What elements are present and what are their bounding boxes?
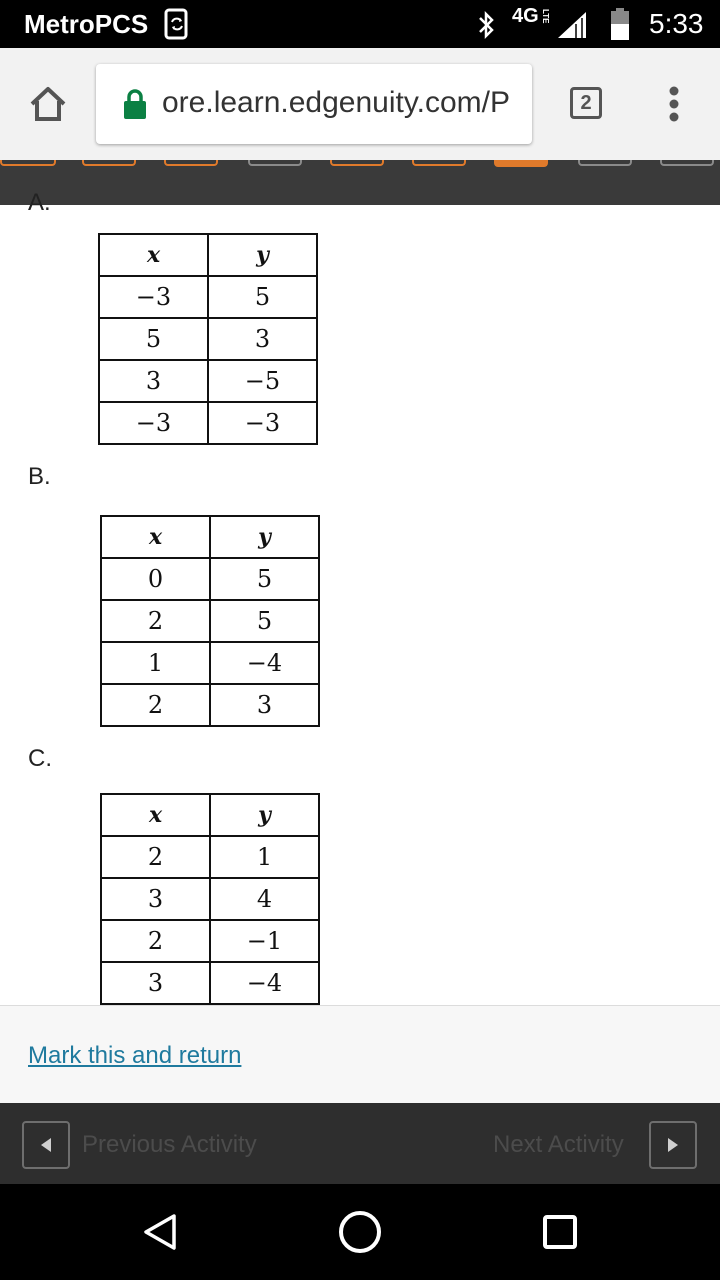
question-tab[interactable] bbox=[578, 160, 632, 166]
table-cell: 2 bbox=[101, 836, 210, 878]
question-tab[interactable] bbox=[660, 160, 714, 166]
table-cell: 3 bbox=[208, 318, 317, 360]
table-cell: −1 bbox=[210, 920, 319, 962]
table-cell: 1 bbox=[210, 836, 319, 878]
option-a-letter: A. bbox=[28, 189, 51, 216]
table-header: x bbox=[101, 794, 210, 836]
chevron-left-icon bbox=[24, 1123, 68, 1167]
table-cell: 0 bbox=[101, 558, 210, 600]
table-row bbox=[99, 318, 317, 360]
battery-icon bbox=[611, 8, 629, 40]
option-b-table[interactable] bbox=[100, 515, 320, 727]
carrier-name: MetroPCS bbox=[24, 9, 149, 39]
option-b-letter: B. bbox=[28, 463, 51, 490]
question-tab-current[interactable] bbox=[494, 160, 548, 167]
question-tab[interactable] bbox=[248, 160, 302, 166]
option-c-table[interactable] bbox=[100, 793, 320, 1005]
network-type: 4G bbox=[512, 5, 539, 27]
table-cell: 2 bbox=[101, 684, 210, 726]
table-cell: 5 bbox=[210, 600, 319, 642]
table-cell: 5 bbox=[99, 318, 208, 360]
table-cell: 2 bbox=[101, 600, 210, 642]
table-row bbox=[99, 276, 317, 318]
url-text: ore.learn.edgenuity.com/P bbox=[162, 86, 510, 119]
table-row bbox=[101, 836, 319, 878]
next-activity-label[interactable]: Next Activity bbox=[493, 1131, 624, 1158]
table-cell: 3 bbox=[99, 360, 208, 402]
table-cell: −5 bbox=[208, 360, 317, 402]
mark-and-return-link[interactable]: Mark this and return bbox=[28, 1042, 242, 1069]
tab-switcher-button[interactable]: 2 bbox=[570, 87, 602, 119]
table-cell: 4 bbox=[210, 878, 319, 920]
activity-nav-bar bbox=[0, 1103, 720, 1184]
table-row bbox=[101, 962, 319, 1004]
question-tab[interactable] bbox=[412, 160, 466, 166]
recents-icon[interactable] bbox=[542, 1214, 578, 1250]
option-a-table[interactable] bbox=[98, 233, 318, 445]
table-cell: −3 bbox=[99, 276, 208, 318]
table-cell: −3 bbox=[208, 402, 317, 444]
table-cell: 3 bbox=[210, 684, 319, 726]
back-icon[interactable] bbox=[140, 1212, 180, 1252]
table-cell: 2 bbox=[101, 920, 210, 962]
system-nav-bar bbox=[0, 1184, 720, 1280]
chevron-right-icon bbox=[651, 1123, 695, 1167]
previous-activity-label[interactable]: Previous Activity bbox=[82, 1131, 257, 1158]
previous-activity-button[interactable] bbox=[22, 1121, 70, 1169]
table-header: y bbox=[210, 794, 319, 836]
table-header: x bbox=[101, 516, 210, 558]
browser-toolbar bbox=[0, 48, 720, 160]
signal-icon bbox=[556, 10, 588, 40]
table-row bbox=[101, 642, 319, 684]
table-header: y bbox=[210, 516, 319, 558]
question-content bbox=[0, 189, 720, 1005]
table-row bbox=[101, 878, 319, 920]
table-cell: 5 bbox=[208, 276, 317, 318]
status-bar bbox=[0, 0, 720, 48]
table-row bbox=[101, 558, 319, 600]
table-cell: 3 bbox=[101, 878, 210, 920]
table-row bbox=[101, 920, 319, 962]
home-icon[interactable] bbox=[28, 86, 68, 122]
question-tab[interactable] bbox=[330, 160, 384, 166]
clock: 5:33 bbox=[649, 8, 704, 39]
home-button-icon[interactable] bbox=[338, 1210, 382, 1254]
mark-region bbox=[0, 1005, 720, 1104]
overflow-menu-icon[interactable] bbox=[668, 86, 680, 122]
table-cell: −4 bbox=[210, 962, 319, 1004]
url-bar[interactable] bbox=[96, 64, 532, 144]
table-cell: 3 bbox=[101, 962, 210, 1004]
table-row bbox=[99, 360, 317, 402]
lock-icon bbox=[122, 88, 148, 120]
question-tab[interactable] bbox=[164, 160, 218, 166]
table-cell: 5 bbox=[210, 558, 319, 600]
question-tab[interactable] bbox=[82, 160, 136, 166]
table-header: x bbox=[99, 234, 208, 276]
table-row bbox=[99, 402, 317, 444]
table-cell: −3 bbox=[99, 402, 208, 444]
question-tab[interactable] bbox=[0, 160, 56, 166]
bluetooth-icon bbox=[476, 10, 496, 40]
question-nav-strip bbox=[0, 160, 720, 205]
option-c-letter: C. bbox=[28, 745, 52, 772]
table-row bbox=[101, 600, 319, 642]
table-cell: −4 bbox=[210, 642, 319, 684]
lte-label: LTE bbox=[541, 9, 550, 24]
sync-icon bbox=[164, 8, 190, 40]
next-activity-button[interactable] bbox=[649, 1121, 697, 1169]
table-header: y bbox=[208, 234, 317, 276]
table-row bbox=[101, 684, 319, 726]
table-cell: 1 bbox=[101, 642, 210, 684]
